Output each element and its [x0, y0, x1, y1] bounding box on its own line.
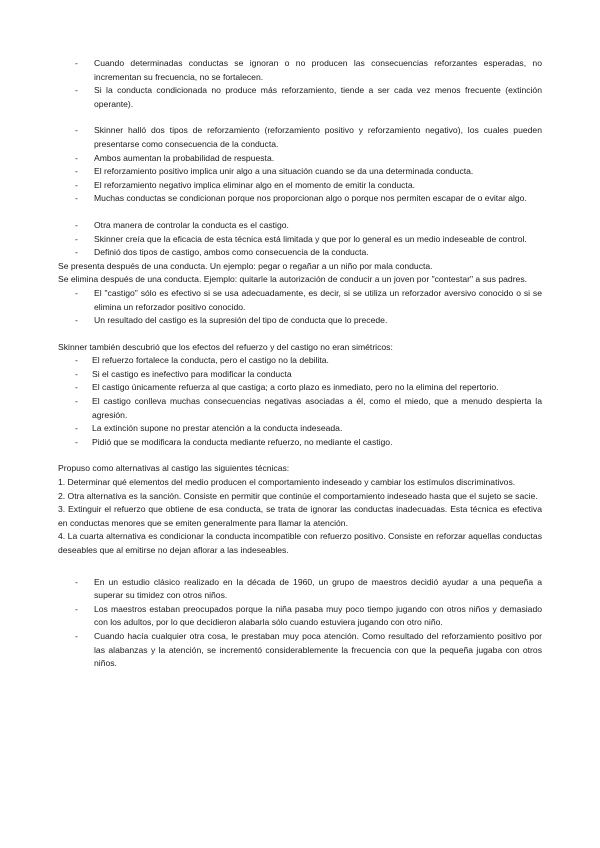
numbered-item: 4. La cuarta alternativa es condicionar la conducta incompatible con refuerzo positivo. Consiste en reforzar aquellas conductas deseables que al emitirse no dejan aflorar a las indeseables.: [58, 531, 542, 555]
list-item: - Si el castigo es inefectivo para modificar la conducta: [58, 368, 542, 382]
list-item: - Si la conducta condicionada no produce más reforzamiento, tiende a ser cada vez menos frecuente (extinción operante).: [58, 84, 542, 111]
list-item: - Cuando determinadas conductas se ignoran o no producen las consecuencias reforzantes esperadas, no incrementan su frecuencia, no se fortalecen.: [58, 57, 542, 84]
list-item: - En un estudio clásico realizado en la década de 1960, un grupo de maestros decidió ayudar a una pequeña a superar su timidez con otros niños.: [58, 576, 542, 603]
list-item: - Skinner halló dos tipos de reforzamiento (reforzamiento positivo y reforzamiento negativo), los cuales pueden presentarse como consecuencia de la conducta.: [58, 124, 542, 151]
list-item: - El castigo únicamente refuerza al que castiga; a corto plazo es inmediato, pero no la elimina del repertorio.: [58, 381, 542, 395]
paragraph-castigo-positivo: Se presenta después de una conducta. Un ejemplo: pegar o regañar a un niño por mala conducta.: [58, 260, 433, 271]
document-body: [58, 57, 542, 671]
list-item: - Definió dos tipos de castigo, ambos como consecuencia de la conducta.: [58, 246, 542, 260]
list-item: - Cuando hacía cualquier otra cosa, le prestaban muy poca atención. Como resultado del reforzamiento positivo por las alabanzas y la atención, se incrementó considerablemente la frecuencia con que la pequeña jugaba con otros niños.: [58, 630, 542, 671]
list-item: - Muchas conductas se condicionan porque nos proporcionan algo o porque nos permiten escapar de o evitar algo.: [58, 192, 542, 206]
numbered-item: 3. Extinguir el refuerzo que obtiene de esa conducta, se trata de ignorar las conductas inadecuadas. Esta técnica es efectiva en conductas menores que se emiten generalmente para llamar la atención.: [58, 504, 542, 528]
list-item: - La extinción supone no prestar atención a la conducta indeseada.: [58, 422, 542, 436]
paragraph-castigo-negativo: Se elimina después de una conducta. Ejemplo: quitarle la autorización de conducir a un joven por "contestar" a sus padres.: [58, 274, 528, 285]
list-item: - Otra manera de controlar la conducta es el castigo.: [58, 219, 542, 233]
list-item: - El refuerzo fortalece la conducta, pero el castigo no la debilita.: [58, 354, 542, 368]
list-item: - El reforzamiento negativo implica eliminar algo en el momento de emitir la conducta.: [58, 179, 542, 193]
numbered-item: 2. Otra alternativa es la sanción. Consiste en permitir que continúe el comportamiento indeseado hasta que el sujeto se sacie.: [58, 490, 538, 501]
list-item: - Los maestros estaban preocupados porque la niña pasaba muy poco tiempo jugando con otros niños y demasiado con los adultos, por lo que decidieron alabarla sólo cuando estuviera jugando con otro niño.: [58, 603, 542, 630]
numbered-item: 1. Determinar qué elementos del medio producen el comportamiento indeseado y cambiar los estímulos discriminativos.: [58, 477, 516, 488]
paragraph-skinner-intro: Skinner también descubrió que los efectos del refuerzo y del castigo no eran simétricos:: [58, 341, 393, 352]
list-item: - El "castigo" sólo es efectivo si se usa adecuadamente, es decir, si se utiliza un reforzador aversivo conocido o si se elimina un reforzador positivo conocido.: [58, 287, 542, 314]
list-item: - El castigo conlleva muchas consecuencias negativas asociadas a él, como el miedo, que a menudo despierta la agresión.: [58, 395, 542, 422]
list-item: - Skinner creía que la eficacia de esta técnica está limitada y que por lo general es un medio indeseable de control.: [58, 233, 542, 247]
list-item: - Pidió que se modificara la conducta mediante refuerzo, no mediante el castigo.: [58, 436, 542, 450]
list-item: - Ambos aumentan la probabilidad de respuesta.: [58, 152, 542, 166]
paragraph-alternatives-intro: Propuso como alternativas al castigo las siguientes técnicas:: [58, 463, 290, 474]
list-item: - Un resultado del castigo es la supresión del tipo de conducta que lo precede.: [58, 314, 542, 328]
list-item: - El reforzamiento positivo implica unir algo a una situación cuando se da una determinada conducta.: [58, 165, 542, 179]
